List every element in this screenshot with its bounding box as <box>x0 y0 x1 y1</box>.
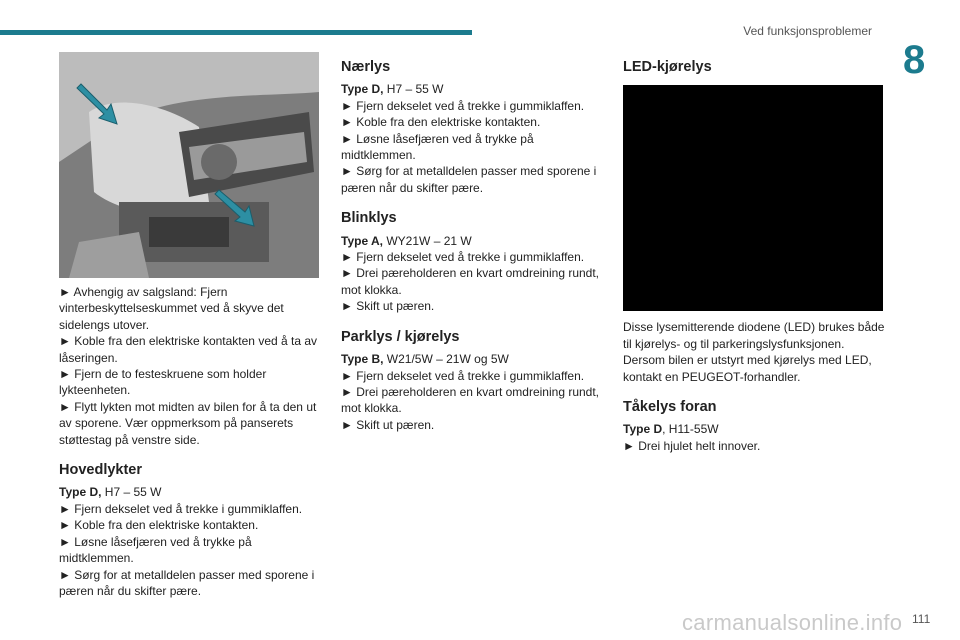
column-3 <box>623 55 885 454</box>
watermark: carmanualsonline.info <box>682 610 903 635</box>
type-value: H7 – 55 W <box>383 82 444 97</box>
heading-led: LED-kjørelys <box>623 59 712 75</box>
intro-step-2: ► Koble fra den elektriske kontakten ved å ta av låseringen. <box>59 334 318 365</box>
parklys-step-2: ► Drei pæreholderen en kvart omdreining rundt, mot klokka. <box>341 384 600 416</box>
intro-step-4: ► Flytt lykten mot midten av bilen for å ta den ut av sporene. Vær oppmerksom på panserets støttestag på venstre side. <box>59 399 317 447</box>
led-description: Disse lysemitterende diodene (LED) brukes både til kjørelys- og til parkeringslysfunksjonen. Dersom bilen er utstyrt med kjørelys med LED, kontakt en PEUGEOT-forhandler. <box>623 320 885 384</box>
type-value: W21/5W – 21W og 5W <box>383 352 509 367</box>
type-label: Type A, <box>341 233 384 248</box>
column-1 <box>59 52 321 599</box>
blinklys-step-2: ► Drei pæreholderen en kvart omdreining rundt, mot klokka. <box>341 266 600 297</box>
heading-taakelys: Tåkelys foran <box>623 399 717 416</box>
parklys-step-1: ► Fjern dekselet ved å trekke i gummiklaffen. <box>341 368 585 383</box>
heading-naerlys: Nærlys <box>341 59 391 75</box>
type-line-naerlys <box>341 81 606 97</box>
hovedlykter-step-3: ► Løsne låsefjæren ved å trykke på midtklemmen. <box>59 534 252 566</box>
type-line-parklys <box>341 351 606 367</box>
taakelys-step-1: ► Drei hjulet helt innover. <box>623 438 761 453</box>
column-2 <box>341 55 606 433</box>
naerlys-step-4: ► Sørg for at metalldelen passer med sporene i pæren når du skifter pære. <box>341 164 597 195</box>
hovedlykter-step-2: ► Koble fra den elektriske kontakten. <box>59 518 259 533</box>
naerlys-step-3: ► Løsne låsefjæren ved å trykke på midtklemmen. <box>341 131 534 163</box>
type-label: Type B, <box>341 352 384 367</box>
engine-bay-illustration <box>59 52 319 278</box>
type-value: WY21W – 21 W <box>383 233 472 248</box>
headlamp-photo <box>59 52 319 278</box>
type-value: , H11-55W <box>662 422 719 437</box>
parklys-step-3: ► Skift ut pæren. <box>341 417 435 432</box>
page-number: 111 <box>912 612 931 626</box>
hovedlykter-step-1: ► Fjern dekselet ved å trekke i gummiklaffen. <box>59 501 303 516</box>
type-label: Type D <box>623 422 663 437</box>
blinklys-step-3: ► Skift ut pæren. <box>341 299 435 314</box>
heading-blinklys: Blinklys <box>341 210 397 227</box>
intro-step-1: ► Avhengig av salgsland: Fjern vinterbeskyttelseskummet ved å skyve det sidelengs utover. <box>59 285 284 332</box>
type-line-hovedlykter <box>59 484 321 500</box>
intro-step-3: ► Fjern de to festeskruene som holder lykteenheten. <box>59 367 267 398</box>
chapter-number: 8 <box>903 38 926 82</box>
blinklys-step-1: ► Fjern dekselet ved å trekke i gummiklaffen. <box>341 250 585 265</box>
hovedlykter-step-4: ► Sørg for at metalldelen passer med sporene i pæren når du skifter pære. <box>59 567 315 598</box>
naerlys-step-2: ► Koble fra den elektriske kontakten. <box>341 115 541 130</box>
heading-hovedlykter: Hovedlykter <box>59 462 143 479</box>
type-label: Type D, <box>59 485 102 500</box>
type-line-taakelys <box>623 421 885 437</box>
led-image-placeholder <box>623 85 883 311</box>
header-accent-bar <box>0 30 472 35</box>
type-value: H7 – 55 W <box>101 485 162 500</box>
section-title: Ved funksjonsproblemer <box>743 24 872 38</box>
type-label: Type D, <box>341 82 384 97</box>
naerlys-step-1: ► Fjern dekselet ved å trekke i gummiklaffen. <box>341 98 585 113</box>
heading-parklys: Parklys / kjørelys <box>341 328 460 345</box>
type-line-blinklys <box>341 233 606 249</box>
